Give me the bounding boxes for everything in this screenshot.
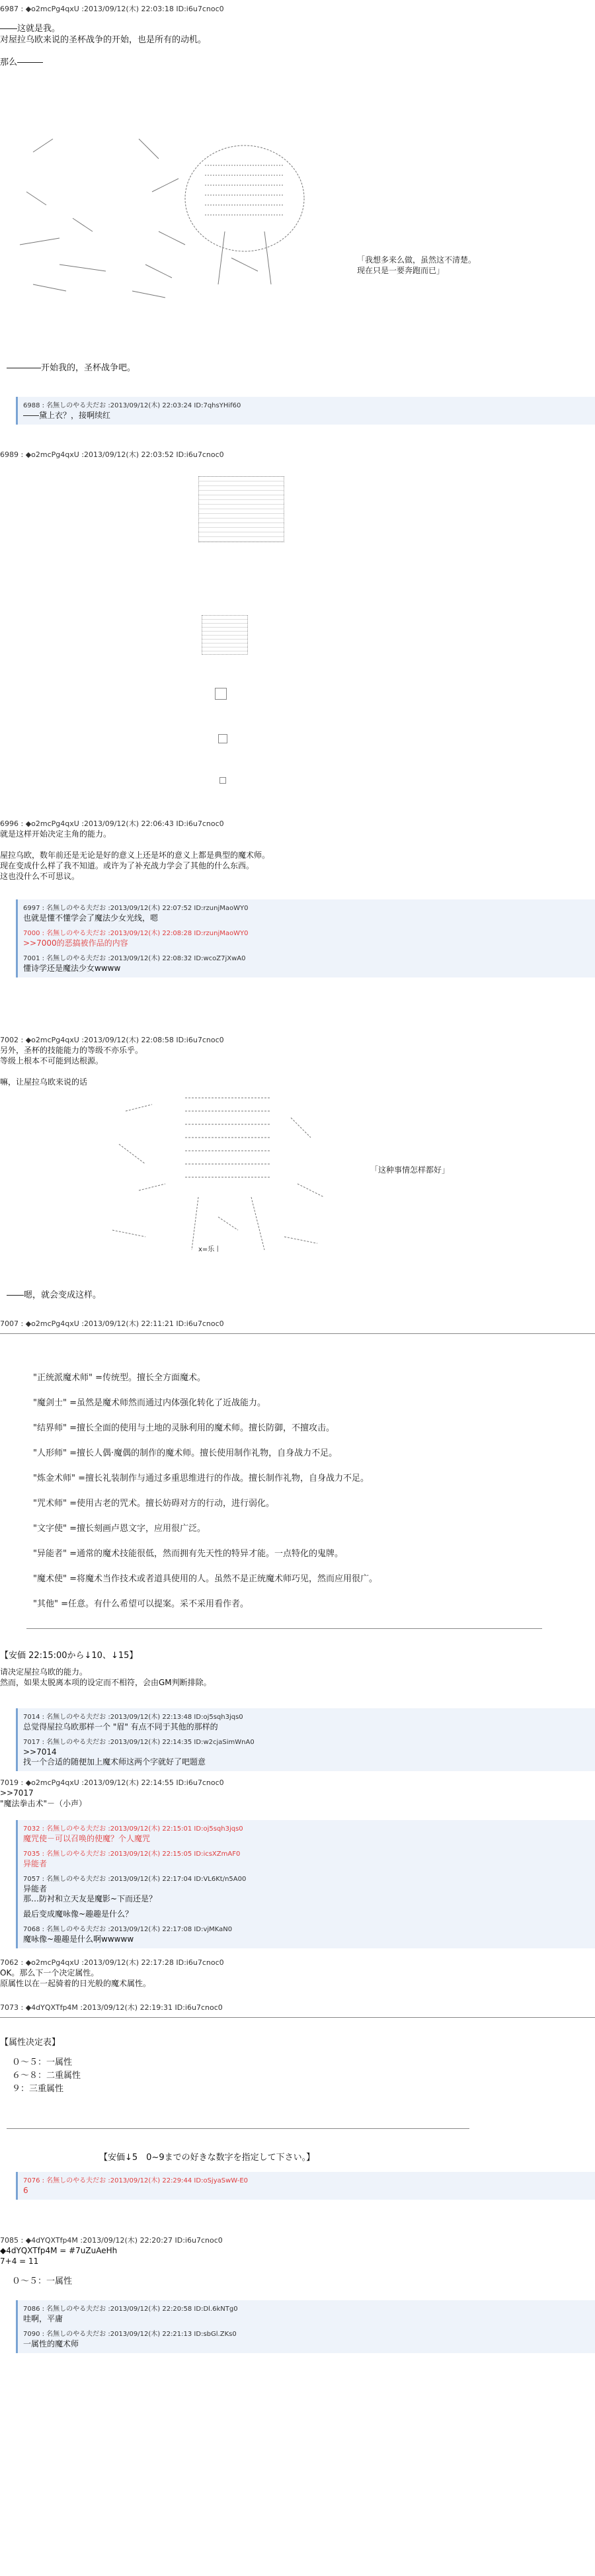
reply-header[interactable]: 7014 : 名無しのやる夫だお :2013/09/12(木) 22:13:48 ID:oj5sqh3jqs0 — [23, 1714, 243, 1721]
class-list-item: "文字使" =擅长刻画卢恩文字，应用很广泛。 — [33, 1524, 206, 1534]
reply-header[interactable]: 7001 : 名無しのやる夫だお :2013/09/12(木) 22:08:32 ID:wcoZ7jXwA0 — [23, 955, 246, 962]
figure-box-small — [219, 777, 226, 784]
reply-body: 6 — [23, 2186, 28, 2195]
reply-item — [23, 1849, 590, 1869]
attribute-row: ６～８：二重属性 — [12, 2071, 81, 2081]
reply-item — [23, 1874, 590, 1904]
reply-body: ――黛上衣？，接啊续红 — [23, 411, 111, 420]
reply-body: 异能者 那…防衬和立天友是魔影~下而还是？ — [23, 1884, 157, 1903]
reply-quote-block — [16, 2172, 595, 2200]
reply-item — [23, 2329, 590, 2349]
class-list-item: "魔术使" =将魔术当作技术或者道具使用的人。虽然不是正统魔术师巧见，然而应用很广。 — [33, 1574, 377, 1584]
post-body: OK。那么下一个决定属性。 原属性以在一起骑着的日光般的魔术属性。 — [0, 1968, 151, 1988]
figure-box-small — [218, 734, 227, 743]
reply-header[interactable]: 6988 : 名無しのやる夫だお :2013/09/12(木) 22:03:24 ID:7qhsYHif60 — [23, 402, 241, 409]
ascii-art-caption: 「这种事情怎样都好」 — [370, 1165, 450, 1175]
post-body: 就是这样开始决定主角的能力。 屋拉乌欧，数年前还是无论是好的意义上还是坏的意义上都是典型的魔术师。 现在变成什么样了我不知道。或许为了补充战力学会了其他的什么东西。 这也没什么不可思议。 — [0, 829, 270, 881]
post-6989 — [0, 450, 595, 460]
post-header[interactable]: 6996 : ◆o2mcPg4qxU :2013/09/12(木) 22:06:43 ID:i6u7cnoc0 — [0, 819, 224, 828]
divider — [0, 1333, 595, 1334]
post-6987 — [0, 4, 595, 68]
reply-body: 魔咒使－可以召唤的使魔？个人魔咒 — [23, 1834, 151, 1843]
reply-body: 最后变成魔咏像~趣趣是什么？ — [23, 1909, 134, 1919]
post-6996 — [0, 819, 595, 882]
reply-item — [23, 954, 590, 974]
reply-body: >>7000的恶搞被作品的内容 — [23, 938, 128, 948]
class-list-item: "异能者" =通常的魔术技能很低，然而拥有先天性的特异才能。一点特化的鬼牌。 — [33, 1549, 343, 1559]
divider — [0, 2017, 595, 2018]
reply-item — [23, 1824, 590, 1844]
reply-header[interactable]: 7086 : 名無しのやる夫だお :2013/09/12(木) 22:20:58 ID:Dl.6kNTg0 — [23, 2306, 238, 2313]
divider — [7, 2128, 469, 2129]
reply-body: 魔咏像~趣趣是什么啊wwwww — [23, 1934, 134, 1944]
class-list-item: "人形师" =擅长人偶·魔偶的制作的魔术师。擅长使用制作礼物，自身战力不足。 — [33, 1448, 338, 1458]
reply-body: 总觉得屋拉乌欧那样一个 "眉" 有点不同于其他的那样的 — [23, 1722, 218, 1731]
reply-quote-block — [16, 1820, 595, 1948]
post-header[interactable]: 7007 : ◆o2mcPg4qxU :2013/09/12(木) 22:11:21 ID:i6u7cnoc0 — [0, 1319, 224, 1328]
post-header[interactable]: 7085 : ◆4dYQXTfp4M :2013/09/12(木) 22:20:27 ID:i6u7cnoc0 — [0, 2236, 223, 2245]
reply-item — [23, 2304, 590, 2324]
reply-header[interactable]: 7035 : 名無しのやる夫だお :2013/09/12(木) 22:15:05 ID:icsXZmAF0 — [23, 1850, 241, 1858]
reply-header[interactable]: 7090 : 名無しのやる夫だお :2013/09/12(木) 22:21:13 ID:sbGl.ZKs0 — [23, 2331, 237, 2338]
reply-header[interactable]: 6997 : 名無しのやる夫だお :2013/09/12(木) 22:07:52 ID:rzunjMaoWY0 — [23, 905, 249, 912]
ascii-art-figure-2 — [99, 1085, 430, 1270]
post-body-after: ――――开始我的，圣杯战争吧。 — [7, 363, 136, 373]
anchor-body: 请决定屋拉乌欧的能力。 然而，如果太脱离本项的设定而不相符，会由GM判断排除。 — [0, 1667, 212, 1687]
post-7085 — [0, 2235, 595, 2287]
figure-box-medium — [202, 615, 248, 655]
ascii-art-caption: 「我想多来么做，虽然这不清楚。 现在只是一要奔跑而已」 — [357, 255, 477, 275]
post-header[interactable]: 6989 : ◆o2mcPg4qxU :2013/09/12(木) 22:03:52 ID:i6u7cnoc0 — [0, 450, 224, 459]
class-list-item: "正统派魔术师" =传统型。擅长全方面魔术。 — [33, 1373, 206, 1383]
reply-item — [23, 1737, 590, 1767]
divider — [26, 1628, 542, 1629]
post-header[interactable]: 7062 : ◆o2mcPg4qxU :2013/09/12(木) 22:17:28 ID:i6u7cnoc0 — [0, 1958, 224, 1967]
reply-quote-block — [16, 397, 595, 425]
class-list-item: "其他" =任意。有什么希望可以提案。采不采用看作者。 — [33, 1599, 249, 1609]
reply-body: 哇啊，平庸 — [23, 2314, 63, 2323]
reply-body: 也就是懂不懂学会了魔法少女光线，嗯 — [23, 913, 159, 923]
figure-box-large — [198, 476, 284, 542]
reply-header[interactable]: 7068 : 名無しのやる夫だお :2013/09/12(木) 22:17:08 ID:vjMKaN0 — [23, 1926, 233, 1933]
reply-header[interactable]: 7076 : 名無しのやる夫だお :2013/09/12(木) 22:29:44 ID:oSjyaSwW-E0 — [23, 2177, 249, 2184]
attribute-title: 【属性决定表】 — [0, 2038, 61, 2048]
post-body-after: ――嗯，就会变成这样。 — [7, 1290, 102, 1300]
reply-header[interactable]: 7032 : 名無しのやる夫だお :2013/09/12(木) 22:15:01 ID:oj5sqh3jqs0 — [23, 1825, 243, 1833]
post-body-result: ０～５：一属性 — [12, 2276, 73, 2286]
post-7062 — [0, 1958, 595, 1989]
post-body: ◆4dYQXTfp4M = #7uZuAeHh 7+4 = 11 — [0, 2246, 118, 2266]
reply-header[interactable]: 7000 : 名無しのやる夫だお :2013/09/12(木) 22:08:28 ID:rzunjMaoWY0 — [23, 930, 249, 937]
reply-header[interactable]: 7057 : 名無しのやる夫だお :2013/09/12(木) 22:17:04 ID:VL6Kt/n5A00 — [23, 1876, 247, 1883]
attribute-row: ９：三重属性 — [12, 2084, 64, 2094]
reply-body: 懂诗学还是魔法少女wwww — [23, 964, 121, 973]
post-7073 — [0, 2003, 595, 2013]
post-body: >>7017 "魔法拳击术"－（小声） — [0, 1788, 87, 1808]
reply-body: >>7014 找一个合适的随便加上魔术师这两个字就好了吧题意 — [23, 1747, 206, 1766]
reply-item — [23, 903, 590, 923]
reply-item — [23, 1712, 590, 1732]
reply-item — [23, 401, 590, 421]
post-7019 — [0, 1778, 595, 1809]
class-list-item: "咒术师" =使用古老的咒术。擅长妨碍对方的行动，进行弱化。 — [33, 1499, 274, 1509]
reply-item — [23, 1925, 590, 1944]
reply-item — [23, 2176, 590, 2196]
post-header[interactable]: 7019 : ◆o2mcPg4qxU :2013/09/12(木) 22:14:55 ID:i6u7cnoc0 — [0, 1778, 224, 1787]
reply-item — [23, 929, 590, 948]
post-body: ――这就是我。 对屋拉乌欧来说的圣杯战争的开始，也是所有的动机。 那么――― — [0, 24, 207, 67]
class-list — [33, 1366, 549, 1617]
reply-item — [23, 1909, 590, 1919]
post-body: 另外，圣杯的技能能力的等级不亦乐乎。 等级上根本不可能到达根源。 嘛，让屋拉乌欧来说的话 — [0, 1046, 143, 1087]
post-7002 — [0, 1035, 595, 1087]
anchor-title: 【安価 22:15:00から↓10、↓15】 — [0, 1651, 138, 1661]
reply-header[interactable]: 7017 : 名無しのやる夫だお :2013/09/12(木) 22:14:35 ID:w2cjaSimWnA0 — [23, 1739, 255, 1746]
reply-quote-block — [16, 899, 595, 977]
reply-body: 异能者 — [23, 1859, 48, 1868]
reply-quote-block — [16, 1708, 595, 1771]
reply-quote-block — [16, 2300, 595, 2353]
post-header[interactable]: 6987 : ◆o2mcPg4qxU :2013/09/12(木) 22:03:18 ID:i6u7cnoc0 — [0, 5, 224, 13]
figure-box-small — [215, 688, 227, 700]
ascii-art-label: x=乐丨 — [198, 1246, 221, 1253]
class-list-item: "炼金术师" =擅长礼装制作与通过多重思维进行的作战。擅长制作礼物，自身战力不足。 — [33, 1474, 369, 1483]
post-header[interactable]: 7002 : ◆o2mcPg4qxU :2013/09/12(木) 22:08:58 ID:i6u7cnoc0 — [0, 1036, 224, 1044]
ascii-art-figure — [7, 112, 469, 311]
attribute-table — [0, 2037, 595, 2096]
class-list-item: "魔剑士" =虽然是魔术师然而通过内体强化转化了近战能力。 — [33, 1398, 266, 1408]
post-7007 — [0, 1319, 595, 1329]
anchor-title-2: 【安価↓5 0~9までの好きな数字を指定して下さい。】 — [99, 2153, 315, 2163]
class-list-item: "结界师" =擅长全面的使用与土地的灵脉利用的魔术师。擅长防御，不擅攻击。 — [33, 1423, 335, 1433]
reply-body: 一属性的魔术师 — [23, 2339, 79, 2348]
attribute-row: ０～５：一属性 — [12, 2057, 73, 2067]
anchor-block — [0, 1650, 595, 1688]
post-header[interactable]: 7073 : ◆4dYQXTfp4M :2013/09/12(木) 22:19:31 ID:i6u7cnoc0 — [0, 2003, 223, 2012]
